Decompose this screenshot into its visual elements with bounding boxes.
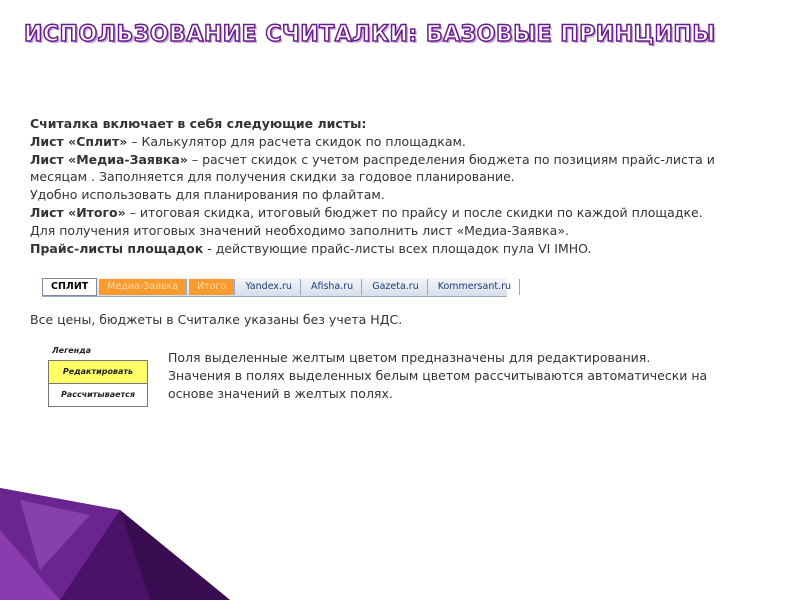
media-label: Лист «Медиа-Заявка»	[30, 151, 188, 167]
media-line: Лист «Медиа-Заявка» – расчет скидок с учетом распределения бюджета по позициям прайс-листа и	[30, 151, 715, 167]
sheet-tabs-screenshot	[42, 278, 512, 297]
itogo-line: Лист «Итого» – итоговая скидка, итоговый бюджет по прайсу и после скидки по каждой площадке.	[30, 204, 703, 220]
intro-line: Считалка включает в себя следующие листы:	[30, 116, 367, 131]
tab-kommersant: Kommersant.ru	[430, 279, 520, 295]
legend-box	[48, 360, 148, 407]
tab-afisha: Afisha.ru	[303, 279, 362, 295]
vat-note: Все цены, бюджеты в Считалке указаны без учета НДС.	[30, 312, 403, 327]
legend-explanation: Поля выделенные желтым цветом предназначены для редактирования. Значения в полях выделенных белым цветом рассчитываются автоматически на основе значений в желтых полях.	[168, 350, 708, 401]
legend-calculated-cell: Рассчитывается	[49, 384, 147, 406]
legend-title: Легенда	[52, 346, 92, 355]
tab-gazeta: Gazeta.ru	[364, 279, 428, 295]
decorative-purple-shapes	[0, 470, 230, 600]
tab-yandex: Yandex.ru	[237, 279, 301, 295]
split-label: Лист «Сплит»	[30, 133, 128, 149]
itogo-label: Лист «Итого»	[30, 204, 126, 220]
page-title: ИСПОЛЬЗОВАНИЕ СЧИТАЛКИ: БАЗОВЫЕ ПРИНЦИПЫ	[24, 22, 716, 47]
tab-split: СПЛИТ	[42, 278, 97, 296]
split-line: Лист «Сплит» – Калькулятор для расчета скидок по площадкам.	[30, 133, 466, 149]
prices-label: Прайс-листы площадок	[30, 240, 204, 256]
tab-itogo: Итого	[189, 279, 235, 295]
sheet-description	[30, 115, 750, 257]
media-line-3: Удобно использовать для планирования по флайтам.	[30, 187, 385, 203]
media-line-2: месяцам . Заполняется для получения скидки за годовое планирование.	[30, 169, 515, 185]
prices-line: Прайс-листы площадок - действующие прайс-листы всех площадок пула VI IMHO.	[30, 240, 592, 256]
legend-editable-cell: Редактировать	[49, 361, 147, 384]
legend	[48, 344, 148, 407]
itogo-line-2: Для получения итоговых значений необходимо заполнить лист «Медиа-Заявка».	[30, 222, 569, 238]
tab-media-zayavka: Медиа-Заявка	[99, 279, 187, 295]
